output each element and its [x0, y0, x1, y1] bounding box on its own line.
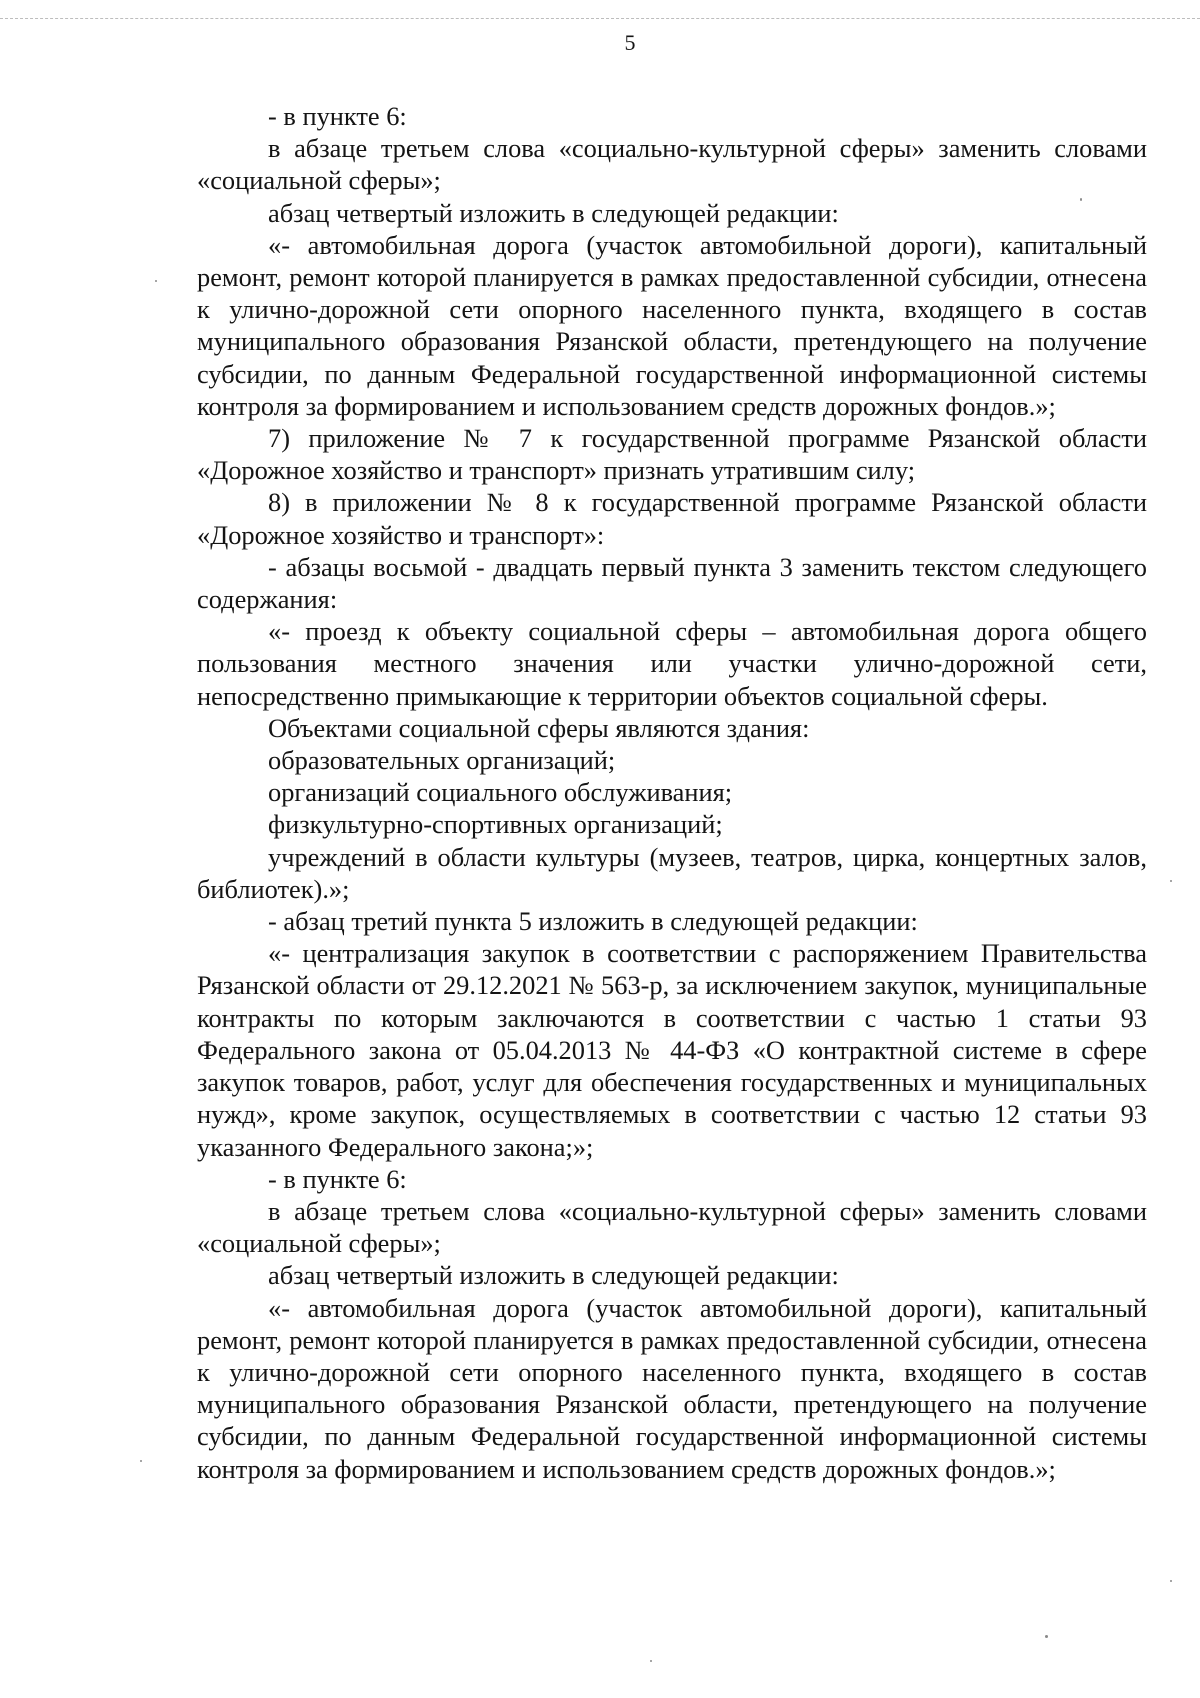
scan-speck — [1045, 1635, 1048, 1638]
paragraph: абзац четвертый изложить в следующей редакции: — [268, 197, 839, 228]
document-body — [197, 100, 1147, 1485]
paragraph: «- проезд к объекту социальной сферы – автомобильная дорога общего пользования местного значения или участки улично-дорожной сети, непосредственно примыкающие к территории объектов социальной сферы. — [197, 616, 1147, 711]
paragraph: - абзацы восьмой - двадцать первый пункта 3 заменить текстом следующего содержания: — [197, 551, 1147, 615]
paragraph: - в пункте 6: — [268, 101, 407, 131]
scan-speck — [650, 1660, 652, 1662]
paragraph: учреждений в области культуры (музеев, театров, цирка, концертных залов, библиотек).»; — [197, 841, 1147, 904]
scan-speck — [155, 280, 157, 282]
paragraph: 7) приложение № 7 к государственной программе Рязанской области «Дорожное хозяйство и транспорт» признать утратившим силу; — [197, 423, 1147, 486]
scan-speck — [1170, 1580, 1172, 1582]
paragraph: - абзац третий пункта 5 изложить в следующей редакции: — [268, 906, 918, 937]
paragraph: 8) в приложении № 8 к государственной программе Рязанской области «Дорожное хозяйство и транспорт»: — [197, 487, 1147, 550]
page-number: 5 — [624, 30, 636, 55]
scan-speck — [140, 1460, 142, 1462]
paragraph: «- автомобильная дорога (участок автомобильной дороги), капитальный ремонт, ремонт которой планируется в рамках предоставленной субсидии, отнесена к улично-дорожной сети опорного населенного пункта, входящего в состав муниципального образования Рязанской области, претендующего на получение субсидии, по данным Федеральной государственной информационной системы контроля за формированием и использованием средств дорожных фондов.»; — [197, 229, 1147, 421]
scan-speck — [1170, 880, 1172, 882]
paragraph: «- автомобильная дорога (участок автомобильной дороги), капитальный ремонт, ремонт которой планируется в рамках предоставленной субсидии, отнесена к улично-дорожной сети опорного населенного пункта, входящего в состав муниципального образования Рязанской области, претендующего на получение субсидии, по данным Федеральной государственной информационной системы контроля за формированием и использованием средств дорожных фондов.»; — [197, 1292, 1147, 1484]
paragraph: «- централизация закупок в соответствии с распоряжением Правительства Рязанской области от 29.12.2021 № 563-р, за исключением закупок, муниципальные контракты по которым заключаются в соответствии с частью 1 статьи 93 Федерального закона от 05.04.2013 № 44-ФЗ «О контрактной системе в сфере закупок товаров, работ, услуг для обеспечения государственных и муниципальных нужд», кроме закупок, осуществляемых в соответствии с частью 12 статьи 93 указанного Федерального закона;»; — [197, 938, 1147, 1162]
paragraph: организаций социального обслуживания; — [268, 777, 733, 808]
paragraph: абзац четвертый изложить в следующей редакции: — [268, 1260, 839, 1291]
paragraph: - в пункте 6: — [268, 1163, 407, 1194]
paragraph: образовательных организаций; — [268, 745, 616, 776]
paragraph: в абзаце третьем слова «социально-культурной сферы» заменить словами «социальной сферы»; — [197, 1195, 1147, 1259]
paragraph: в абзаце третьем слова «социально-культурной сферы» заменить словами «социальной сферы»; — [197, 133, 1147, 196]
paragraph: Объектами социальной сферы являются здания: — [268, 712, 810, 743]
paragraph: физкультурно-спортивных организаций; — [268, 809, 723, 840]
scan-speck — [1080, 198, 1082, 201]
scan-edge-line — [0, 18, 1200, 19]
